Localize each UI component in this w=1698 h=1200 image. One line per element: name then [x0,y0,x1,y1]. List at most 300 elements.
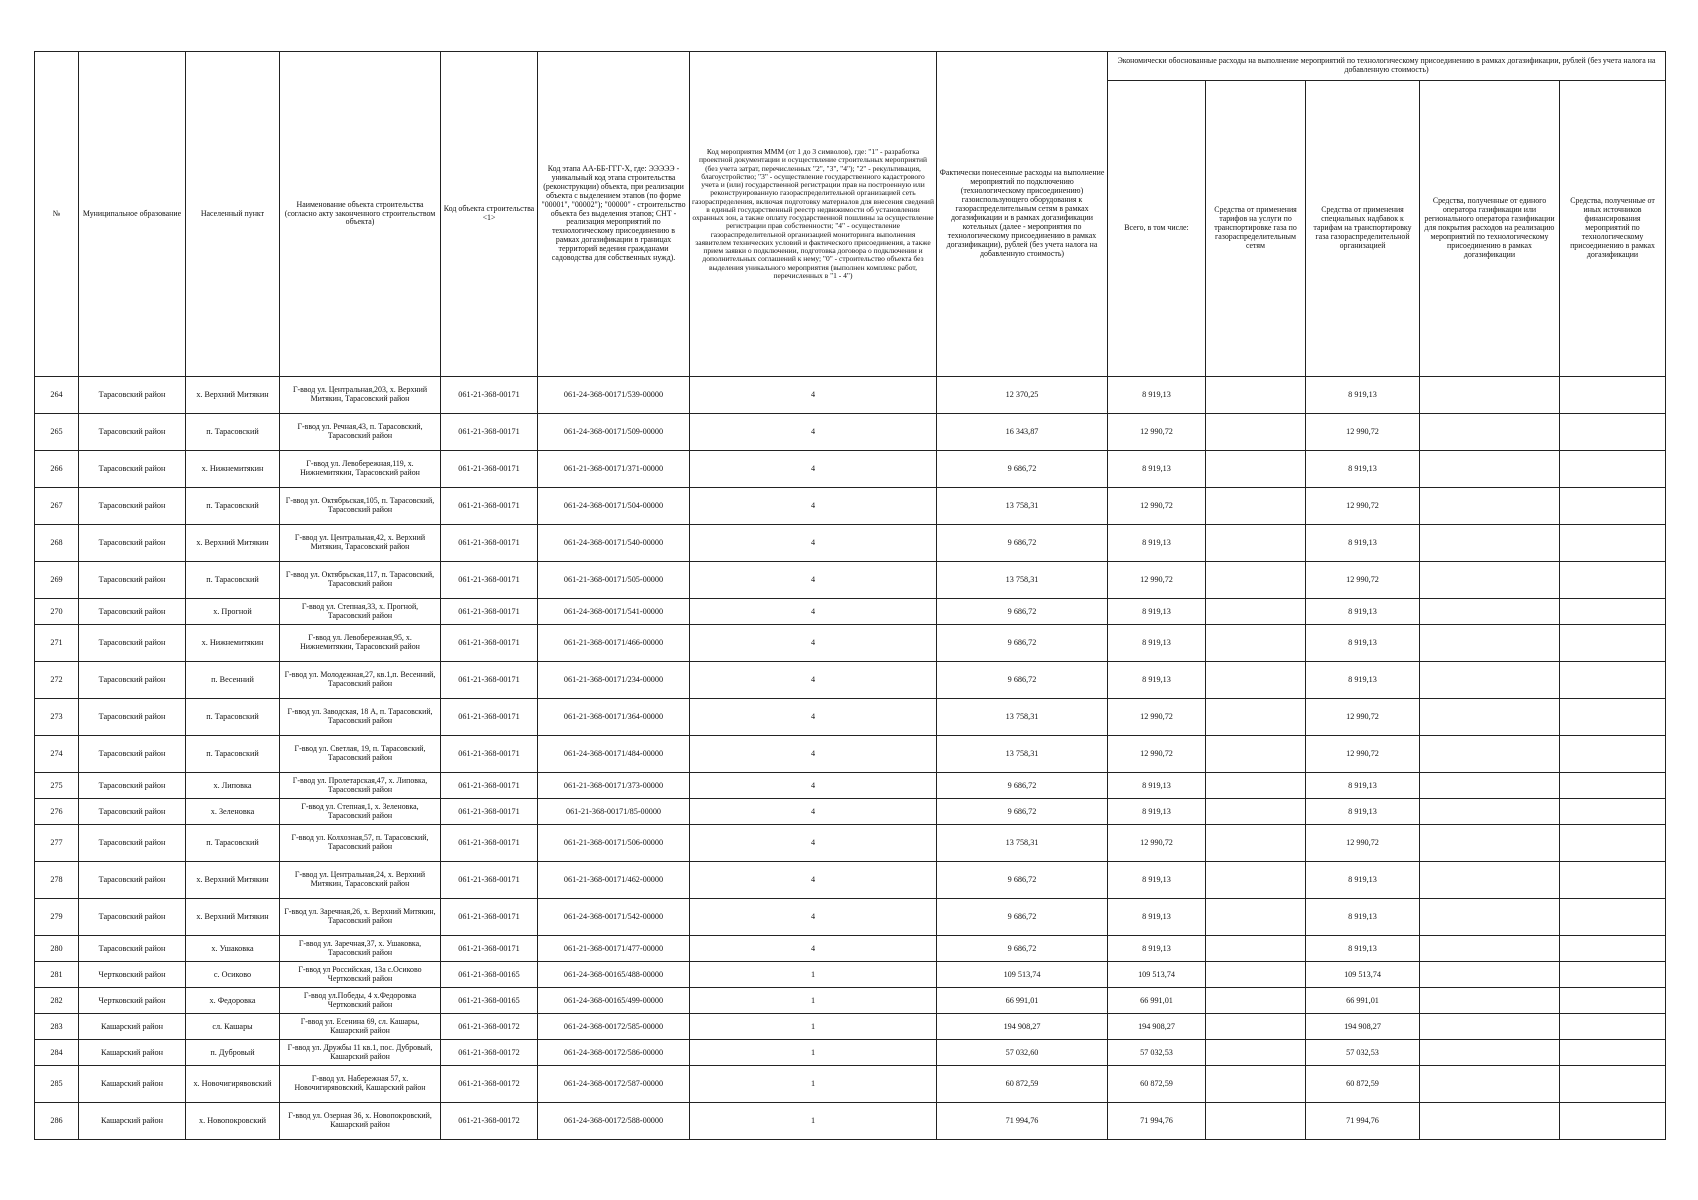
row-total: 12 990,72 [1108,736,1206,773]
header-special-markup: Средства от применения специальных надбавок к тарифам на транспортировку газа газораспределительной организацией [1306,81,1420,377]
header-municipality: Муниципальное образование [79,52,186,377]
row-object-name: Г-ввод ул.Победы, 4 х.Федоровка Чертковский район [280,988,441,1014]
row-num: 282 [35,988,79,1014]
row-special-markup: 8 919,13 [1306,799,1420,825]
header-tariff-transport: Средства от применения тарифов на услуги по транспортировке газа по газораспределительным сетям [1206,81,1306,377]
row-stage-code: 061-24-368-00171/539-00000 [538,377,690,414]
row-special-markup: 8 919,13 [1306,377,1420,414]
row-event-code: 4 [690,451,937,488]
row-other-sources [1560,862,1666,899]
row-total: 12 990,72 [1108,825,1206,862]
row-special-markup: 194 908,27 [1306,1014,1420,1040]
row-object-code: 061-21-368-00171 [441,825,538,862]
row-settlement: х. Липовка [186,773,280,799]
row-settlement: сл. Кашары [186,1014,280,1040]
row-object-code: 061-21-368-00171 [441,862,538,899]
row-stage-code: 061-21-368-00171/371-00000 [538,451,690,488]
row-tariff-transport [1206,562,1306,599]
row-object-code: 061-21-368-00171 [441,936,538,962]
row-municipality: Тарасовский район [79,773,186,799]
row-special-markup: 8 919,13 [1306,899,1420,936]
row-total: 194 908,27 [1108,1014,1206,1040]
row-special-markup: 71 994,76 [1306,1103,1420,1140]
row-object-name: Г-ввод ул. Октябрьская,105, п. Тарасовский, Тарасовский район [280,488,441,525]
row-num: 272 [35,662,79,699]
row-single-operator [1420,736,1560,773]
table-row [35,699,1666,736]
row-num: 271 [35,625,79,662]
row-municipality: Кашарский район [79,1014,186,1040]
row-single-operator [1420,988,1560,1014]
row-other-sources [1560,825,1666,862]
row-total: 12 990,72 [1108,562,1206,599]
row-tariff-transport [1206,988,1306,1014]
row-tariff-transport [1206,414,1306,451]
row-event-code: 1 [690,1066,937,1103]
header-event-code: Код мероприятия ММM (от 1 до 3 символов), где: "1" - разработка проектной документации и осуществление строительных мероприятий (без учета затрат, перечисленных "2", "3", "4"); "2" - рекультивация, благоустройство; "3" - осуществление государственного кадастрового учета и (или) государственной регистрации прав на построенную или реконструированную газораспределительной организацией сеть газораспределения, включая подготовку материалов для внесения сведений в единый государственный реестр недвижимости об установлении охранных зон, а также оплату государственной пошлины за осуществление регистрации прав собственности; "4" - осуществление газораспределительной организацией мониторинга выполнения заявителем технических условий и фактического присоединения, а также прием заявки о подключении, подготовка договора о подключении и дополнительных соглашений к нему; "0" - строительство объекта без выделения уникального мероприятия (выполнен комплекс работ, перечисленных в "1 - 4") [690,52,937,377]
header-actual-costs: Фактически понесенные расходы на выполнение мероприятий по подключению (технологическому присоединению) газоиспользующего оборудования к газораспределительным сетям в рамках догазификации и в рамках догазификации котельных (далее - мероприятия по технологическому присоединению в рамках догазификации), рублей (без учета налога на добавленную стоимость) [937,52,1108,377]
row-actual-costs: 9 686,72 [937,862,1108,899]
row-tariff-transport [1206,488,1306,525]
row-object-name: Г-ввод ул. Левобережная,119, х. Нижнемитякин, Тарасовский район [280,451,441,488]
row-municipality: Чертковский район [79,962,186,988]
row-municipality: Тарасовский район [79,736,186,773]
row-single-operator [1420,662,1560,699]
row-settlement: с. Осиково [186,962,280,988]
row-tariff-transport [1206,625,1306,662]
row-actual-costs: 109 513,74 [937,962,1108,988]
row-event-code: 4 [690,414,937,451]
row-other-sources [1560,562,1666,599]
row-single-operator [1420,625,1560,662]
row-settlement: х. Верхний Митякин [186,377,280,414]
row-object-name: Г-ввод ул. Набережная 57, х. Новочигирявовский, Кашарский район [280,1066,441,1103]
row-actual-costs: 13 758,31 [937,825,1108,862]
row-object-code: 061-21-368-00171 [441,625,538,662]
table-row [35,799,1666,825]
row-event-code: 4 [690,736,937,773]
row-municipality: Тарасовский район [79,599,186,625]
row-total: 12 990,72 [1108,488,1206,525]
header-object-code: Код объекта строительства <1> [441,52,538,377]
row-special-markup: 12 990,72 [1306,488,1420,525]
row-special-markup: 12 990,72 [1306,825,1420,862]
row-single-operator [1420,525,1560,562]
row-stage-code: 061-24-368-00172/585-00000 [538,1014,690,1040]
row-object-name: Г-ввод ул. Центральная,24, х. Верхний Митякин, Тарасовский район [280,862,441,899]
table-row [35,414,1666,451]
row-municipality: Тарасовский район [79,414,186,451]
row-municipality: Кашарский район [79,1066,186,1103]
row-actual-costs: 60 872,59 [937,1066,1108,1103]
row-single-operator [1420,862,1560,899]
row-other-sources [1560,736,1666,773]
row-num: 276 [35,799,79,825]
row-actual-costs: 9 686,72 [937,773,1108,799]
row-stage-code: 061-21-368-00171/85-00000 [538,799,690,825]
row-stage-code: 061-21-368-00171/477-00000 [538,936,690,962]
row-actual-costs: 9 686,72 [937,799,1108,825]
row-event-code: 4 [690,899,937,936]
table-row [35,599,1666,625]
row-settlement: п. Тарасовский [186,825,280,862]
row-object-code: 061-21-368-00171 [441,899,538,936]
row-settlement: п. Тарасовский [186,414,280,451]
row-object-code: 061-21-368-00172 [441,1040,538,1066]
row-num: 265 [35,414,79,451]
row-tariff-transport [1206,377,1306,414]
row-special-markup: 66 991,01 [1306,988,1420,1014]
row-other-sources [1560,525,1666,562]
row-object-name: Г-ввод ул. Колхозная,57, п. Тарасовский, Тарасовский район [280,825,441,862]
row-object-code: 061-21-368-00171 [441,599,538,625]
row-num: 286 [35,1103,79,1140]
row-actual-costs: 66 991,01 [937,988,1108,1014]
row-single-operator [1420,562,1560,599]
row-municipality: Тарасовский район [79,699,186,736]
row-object-code: 061-21-368-00172 [441,1066,538,1103]
table-row [35,451,1666,488]
row-total: 8 919,13 [1108,799,1206,825]
row-tariff-transport [1206,1103,1306,1140]
row-object-name: Г-ввод ул. Речная,43, п. Тарасовский, Тарасовский район [280,414,441,451]
row-other-sources [1560,488,1666,525]
row-num: 278 [35,862,79,899]
row-tariff-transport [1206,899,1306,936]
row-settlement: х. Новочигирявовский [186,1066,280,1103]
row-object-name: Г-ввод ул. Степная,1, х. Зеленовка, Тарасовский район [280,799,441,825]
row-special-markup: 57 032,53 [1306,1040,1420,1066]
row-single-operator [1420,825,1560,862]
row-municipality: Тарасовский район [79,451,186,488]
table-row [35,988,1666,1014]
row-tariff-transport [1206,799,1306,825]
row-object-name: Г-ввод ул. Заводская, 18 А, п. Тарасовский, Тарасовский район [280,699,441,736]
row-settlement: х. Федоровка [186,988,280,1014]
row-other-sources [1560,662,1666,699]
row-municipality: Чертковский район [79,988,186,1014]
table-row [35,736,1666,773]
row-special-markup: 8 919,13 [1306,862,1420,899]
row-actual-costs: 12 370,25 [937,377,1108,414]
row-other-sources [1560,1103,1666,1140]
row-stage-code: 061-21-368-00171/234-00000 [538,662,690,699]
table-row [35,862,1666,899]
row-other-sources [1560,377,1666,414]
row-actual-costs: 9 686,72 [937,899,1108,936]
row-object-code: 061-21-368-00172 [441,1103,538,1140]
row-object-name: Г-ввод ул. Пролетарская,47, х. Липовка, Тарасовский район [280,773,441,799]
row-object-code: 061-21-368-00171 [441,799,538,825]
header-num: № [35,52,79,377]
row-settlement: х. Нижнемитякин [186,451,280,488]
row-actual-costs: 13 758,31 [937,736,1108,773]
table-row [35,488,1666,525]
row-single-operator [1420,451,1560,488]
row-stage-code: 061-24-368-00171/541-00000 [538,599,690,625]
row-single-operator [1420,1014,1560,1040]
row-single-operator [1420,1040,1560,1066]
row-object-name: Г-ввод ул. Центральная,42, х. Верхний Митякин, Тарасовский район [280,525,441,562]
header-single-operator: Средства, полученные от единого оператора газификации или регионального оператора газификации для покрытия расходов на реализацию мероприятий по технологическому присоединению в рамках догазификации [1420,81,1560,377]
row-special-markup: 12 990,72 [1306,562,1420,599]
row-stage-code: 061-21-368-00171/506-00000 [538,825,690,862]
row-single-operator [1420,414,1560,451]
row-other-sources [1560,1066,1666,1103]
row-object-code: 061-21-368-00171 [441,414,538,451]
row-total: 8 919,13 [1108,599,1206,625]
row-single-operator [1420,1103,1560,1140]
row-stage-code: 061-21-368-00171/505-00000 [538,562,690,599]
row-municipality: Тарасовский район [79,899,186,936]
row-tariff-transport [1206,451,1306,488]
row-object-name: Г-ввод ул. Центральная,203, х. Верхний Митякин, Тарасовский район [280,377,441,414]
row-other-sources [1560,451,1666,488]
row-event-code: 4 [690,625,937,662]
row-object-name: Г-ввод ул. Заречная,37, х. Ушаковка, Тарасовский район [280,936,441,962]
row-single-operator [1420,962,1560,988]
row-object-name: Г-ввод ул. Есенина 69, сл. Кашары, Кашарский район [280,1014,441,1040]
row-total: 8 919,13 [1108,862,1206,899]
row-other-sources [1560,799,1666,825]
table-row [35,899,1666,936]
header-object-name: Наименование объекта строительства (согласно акту законченного строительством объекта) [280,52,441,377]
row-special-markup: 8 919,13 [1306,936,1420,962]
row-special-markup: 8 919,13 [1306,773,1420,799]
row-tariff-transport [1206,662,1306,699]
row-object-name: Г-ввод ул. Светлая, 19, п. Тарасовский, Тарасовский район [280,736,441,773]
row-actual-costs: 16 343,87 [937,414,1108,451]
row-municipality: Тарасовский район [79,862,186,899]
row-special-markup: 8 919,13 [1306,625,1420,662]
row-other-sources [1560,899,1666,936]
row-special-markup: 8 919,13 [1306,525,1420,562]
row-event-code: 4 [690,377,937,414]
row-tariff-transport [1206,1066,1306,1103]
row-total: 8 919,13 [1108,451,1206,488]
row-event-code: 4 [690,936,937,962]
row-tariff-transport [1206,525,1306,562]
row-tariff-transport [1206,736,1306,773]
row-stage-code: 061-21-368-00171/373-00000 [538,773,690,799]
row-tariff-transport [1206,862,1306,899]
row-num: 280 [35,936,79,962]
row-settlement: п. Весенний [186,662,280,699]
row-num: 270 [35,599,79,625]
row-municipality: Тарасовский район [79,562,186,599]
table-header [35,52,1666,377]
row-actual-costs: 194 908,27 [937,1014,1108,1040]
header-settlement: Населенный пункт [186,52,280,377]
row-object-code: 061-21-368-00171 [441,525,538,562]
row-actual-costs: 57 032,60 [937,1040,1108,1066]
row-single-operator [1420,899,1560,936]
row-event-code: 4 [690,525,937,562]
row-event-code: 4 [690,562,937,599]
row-single-operator [1420,699,1560,736]
row-other-sources [1560,962,1666,988]
row-total: 60 872,59 [1108,1066,1206,1103]
row-total: 109 513,74 [1108,962,1206,988]
row-object-name: Г-ввод ул. Дружбы 11 кв.1, пос. Дубровый, Кашарский район [280,1040,441,1066]
row-object-name: Г-ввод ул Российская, 13а с.Осиково Чертковский район [280,962,441,988]
row-municipality: Тарасовский район [79,662,186,699]
row-other-sources [1560,936,1666,962]
row-object-code: 061-21-368-00171 [441,451,538,488]
table-row [35,773,1666,799]
row-num: 269 [35,562,79,599]
row-num: 281 [35,962,79,988]
row-tariff-transport [1206,699,1306,736]
row-municipality: Кашарский район [79,1040,186,1066]
table-row [35,936,1666,962]
row-single-operator [1420,599,1560,625]
header-econ-group: Экономически обоснованные расходы на выполнение мероприятий по технологическому присоединению в рамках догазификации, рублей (без учета налога на добавленную стоимость) [1108,52,1666,81]
row-object-code: 061-21-368-00171 [441,377,538,414]
table-row [35,562,1666,599]
row-municipality: Тарасовский район [79,625,186,662]
row-municipality: Тарасовский район [79,936,186,962]
row-settlement: п. Тарасовский [186,736,280,773]
row-stage-code: 061-21-368-00171/462-00000 [538,862,690,899]
header-total: Всего, в том числе: [1108,81,1206,377]
row-actual-costs: 9 686,72 [937,599,1108,625]
row-stage-code: 061-24-368-00165/488-00000 [538,962,690,988]
row-total: 8 919,13 [1108,773,1206,799]
row-object-code: 061-21-368-00171 [441,662,538,699]
row-other-sources [1560,1040,1666,1066]
row-num: 274 [35,736,79,773]
row-special-markup: 8 919,13 [1306,599,1420,625]
row-stage-code: 061-24-368-00172/587-00000 [538,1066,690,1103]
row-stage-code: 061-24-368-00171/540-00000 [538,525,690,562]
row-tariff-transport [1206,962,1306,988]
row-other-sources [1560,625,1666,662]
row-other-sources [1560,599,1666,625]
row-settlement: х. Ушаковка [186,936,280,962]
row-special-markup: 8 919,13 [1306,451,1420,488]
table-row [35,625,1666,662]
row-tariff-transport [1206,773,1306,799]
row-stage-code: 061-24-368-00171/509-00000 [538,414,690,451]
row-num: 285 [35,1066,79,1103]
row-single-operator [1420,936,1560,962]
row-stage-code: 061-21-368-00171/364-00000 [538,699,690,736]
row-num: 267 [35,488,79,525]
row-tariff-transport [1206,599,1306,625]
row-event-code: 4 [690,599,937,625]
row-actual-costs: 71 994,76 [937,1103,1108,1140]
row-settlement: х. Нижнемитякин [186,625,280,662]
row-single-operator [1420,773,1560,799]
row-other-sources [1560,988,1666,1014]
row-total: 12 990,72 [1108,699,1206,736]
row-settlement: х. Верхний Митякин [186,862,280,899]
row-actual-costs: 9 686,72 [937,451,1108,488]
row-actual-costs: 9 686,72 [937,936,1108,962]
row-object-name: Г-ввод ул. Озерная 36, х. Новопокровский, Кашарский район [280,1103,441,1140]
row-event-code: 4 [690,662,937,699]
row-tariff-transport [1206,936,1306,962]
row-total: 66 991,01 [1108,988,1206,1014]
row-municipality: Тарасовский район [79,825,186,862]
row-actual-costs: 13 758,31 [937,488,1108,525]
table-row [35,662,1666,699]
header-other-sources: Средства, полученные от иных источников финансирования мероприятий по технологическому присоединению в рамках догазификации [1560,81,1666,377]
row-other-sources [1560,1014,1666,1040]
row-total: 8 919,13 [1108,377,1206,414]
costs-table [34,51,1666,1140]
row-num: 275 [35,773,79,799]
row-settlement: п. Тарасовский [186,562,280,599]
row-total: 71 994,76 [1108,1103,1206,1140]
row-object-name: Г-ввод ул. Степная,33, х. Прогной, Тарасовский район [280,599,441,625]
row-total: 8 919,13 [1108,625,1206,662]
table-row [35,962,1666,988]
row-event-code: 4 [690,862,937,899]
row-total: 8 919,13 [1108,525,1206,562]
table-row [35,1014,1666,1040]
row-object-code: 061-21-368-00172 [441,1014,538,1040]
row-object-code: 061-21-368-00165 [441,988,538,1014]
row-settlement: х. Зеленовка [186,799,280,825]
row-actual-costs: 9 686,72 [937,662,1108,699]
table-row [35,825,1666,862]
row-settlement: х. Верхний Митякин [186,899,280,936]
row-object-name: Г-ввод ул. Октябрьская,117, п. Тарасовский, Тарасовский район [280,562,441,599]
row-event-code: 4 [690,799,937,825]
table-row [35,1040,1666,1066]
table-row [35,1066,1666,1103]
table-row [35,1103,1666,1140]
row-other-sources [1560,773,1666,799]
row-object-code: 061-21-368-00171 [441,736,538,773]
row-actual-costs: 13 758,31 [937,699,1108,736]
row-other-sources [1560,699,1666,736]
row-actual-costs: 9 686,72 [937,625,1108,662]
row-event-code: 1 [690,1014,937,1040]
row-event-code: 4 [690,699,937,736]
row-tariff-transport [1206,825,1306,862]
row-settlement: х. Новопокровский [186,1103,280,1140]
row-tariff-transport [1206,1040,1306,1066]
row-total: 57 032,53 [1108,1040,1206,1066]
row-event-code: 1 [690,1103,937,1140]
row-municipality: Тарасовский район [79,525,186,562]
row-object-name: Г-ввод ул. Молодежная,27, кв.1,п. Весенний, Тарасовский район [280,662,441,699]
row-municipality: Тарасовский район [79,377,186,414]
row-single-operator [1420,1066,1560,1103]
row-num: 273 [35,699,79,736]
row-num: 277 [35,825,79,862]
row-municipality: Тарасовский район [79,799,186,825]
row-event-code: 1 [690,988,937,1014]
row-single-operator [1420,377,1560,414]
row-object-code: 061-21-368-00171 [441,773,538,799]
row-single-operator [1420,799,1560,825]
row-special-markup: 109 513,74 [1306,962,1420,988]
row-settlement: х. Прогной [186,599,280,625]
row-num: 264 [35,377,79,414]
row-special-markup: 12 990,72 [1306,699,1420,736]
row-event-code: 1 [690,1040,937,1066]
row-special-markup: 60 872,59 [1306,1066,1420,1103]
row-actual-costs: 9 686,72 [937,525,1108,562]
row-stage-code: 061-24-368-00171/542-00000 [538,899,690,936]
row-settlement: п. Тарасовский [186,488,280,525]
row-object-code: 061-21-368-00171 [441,699,538,736]
row-settlement: п. Дубровый [186,1040,280,1066]
